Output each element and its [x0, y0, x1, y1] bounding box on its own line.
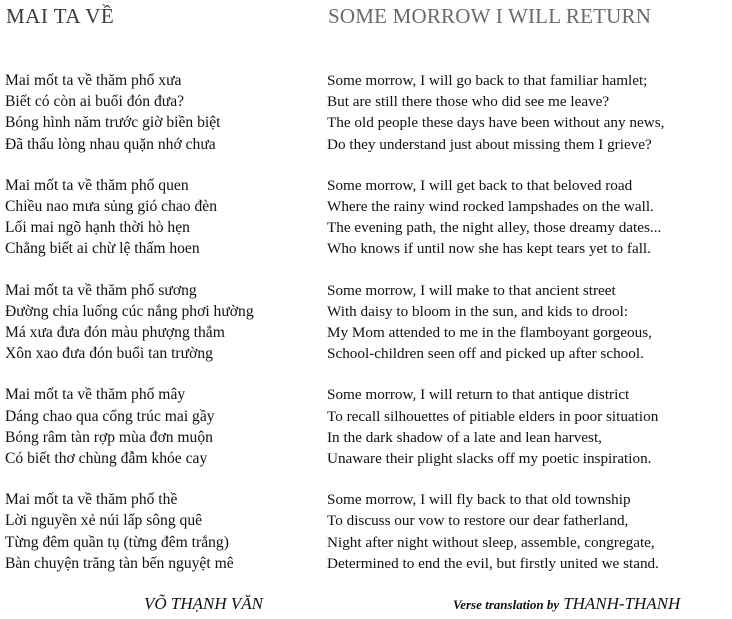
poem-line: Night after night without sleep, assemble, congregate, [327, 533, 655, 551]
poem-line: Some morrow, I will make to that ancient street [327, 281, 616, 299]
poem-line: Từng đêm quần tụ (từng đêm trắng) [5, 533, 229, 551]
poem-line: But are still there those who did see me leave? [327, 93, 610, 111]
poem-line: Who knows if until now she has kept tears yet to fall. [327, 240, 651, 258]
poem-line: Chẳng biết ai chừ lệ thấm hoen [5, 240, 200, 258]
english-poem [327, 70, 730, 594]
poem-line: The evening path, the night alley, those dreamy dates... [327, 219, 662, 237]
poem-line: Đã thấu lòng nhau quặn nhớ chưa [5, 135, 216, 153]
english-stanza-5 [327, 489, 730, 574]
poem-line: Do they understand just about missing them I grieve? [327, 135, 652, 153]
poem-line: Xôn xao đưa đón buổi tan trường [5, 345, 213, 363]
poem-line: Lời nguyền xẻ núi lấp sông quê [5, 512, 203, 530]
english-stanza-4 [327, 384, 730, 469]
poem-line: Lối mai ngõ hạnh thời hò hẹn [5, 219, 190, 237]
poem-line: Some morrow, I will fly back to that old township [327, 491, 631, 509]
english-stanza-3 [327, 280, 730, 365]
vietnamese-stanza-1 [5, 70, 320, 155]
english-stanza-2 [327, 175, 730, 260]
english-title: SOME MORROW I WILL RETURN [328, 4, 652, 28]
poem-line: With daisy to bloom in the sun, and kids to drool: [327, 302, 629, 320]
poem-line: Bóng hình năm trước giờ biền biệt [5, 114, 221, 132]
poem-line: Some morrow, I will get back to that beloved road [327, 176, 633, 194]
poem-line: Biết có còn ai buổi đón đưa? [5, 93, 185, 111]
poem-line: Mai mốt ta về thăm phố sương [5, 281, 197, 299]
poem-line: To discuss our vow to restore our dear fatherland, [327, 512, 629, 530]
poem-line: Mai mốt ta về thăm phố mây [5, 386, 186, 404]
poem-line: Determined to end the evil, but firstly united we stand. [327, 554, 659, 572]
author-signature: VÕ THẠNH VĂN [144, 594, 263, 613]
poem-line: My Mom attended to me in the flamboyant gorgeous, [327, 324, 652, 342]
vietnamese-poem [5, 70, 320, 594]
translator-signature [453, 592, 680, 617]
translation-credit-prefix: Verse translation by [453, 597, 560, 612]
translator-name: THANH-THANH [563, 594, 681, 613]
poem-line: Mai mốt ta về thăm phố quen [5, 176, 189, 194]
vietnamese-stanza-2 [5, 175, 320, 260]
poem-line: Có biết thơ chùng đẫm khóe cay [5, 450, 208, 468]
poem-line: Some morrow, I will go back to that familiar hamlet; [327, 72, 648, 89]
poem-line: Má xưa đưa đón màu phượng thắm [5, 324, 225, 342]
poem-line: In the dark shadow of a late and lean harvest, [327, 428, 602, 446]
poem-line: Mai mốt ta về thăm phố thề [5, 491, 178, 509]
vietnamese-stanza-3 [5, 280, 320, 365]
english-stanza-1 [327, 70, 730, 155]
poem-line: Bàn chuyện trăng tàn bến nguyệt mê [5, 554, 234, 572]
poem-line: School-children seen off and picked up after school. [327, 345, 644, 363]
poem-line: Dáng chao qua cổng trúc mai gầy [5, 407, 215, 425]
poem-line: To recall silhouettes of pitiable elders in poor situation [327, 407, 659, 425]
poem-line: Unaware their plight slacks off my poetic inspiration. [327, 450, 652, 468]
poem-line: Đường chia luống cúc nắng phơi hường [5, 302, 254, 320]
vietnamese-stanza-4 [5, 384, 320, 469]
poem-line: Some morrow, I will return to that antique district [327, 386, 630, 404]
poem-line: Mai mốt ta về thăm phố xưa [5, 72, 182, 89]
vietnamese-stanza-5 [5, 489, 320, 574]
poem-line: Chiều nao mưa sủng gió chao đèn [5, 198, 217, 216]
poem-line: Bóng râm tàn rợp mùa đơn muộn [5, 428, 213, 446]
poem-line: Where the rainy wind rocked lampshades on the wall. [327, 198, 654, 216]
poem-line: The old people these days have been without any news, [327, 114, 665, 132]
vietnamese-title: MAI TA VỀ [6, 4, 115, 28]
